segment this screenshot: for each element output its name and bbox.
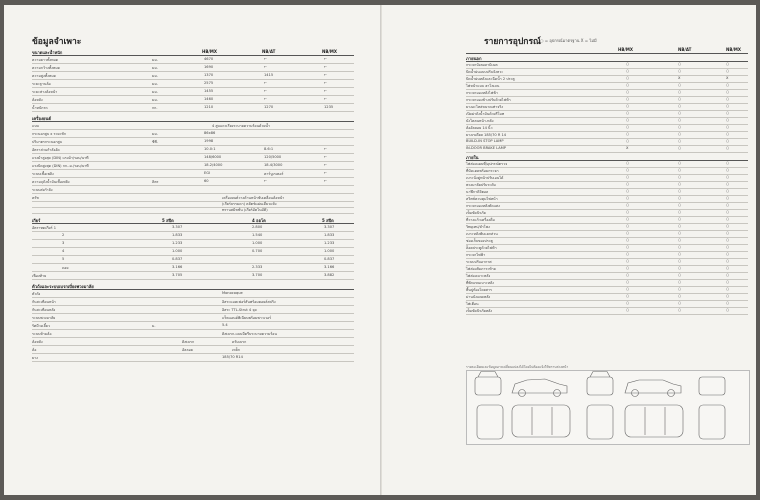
exterior-row-cell: ○ <box>626 139 630 143</box>
exterior-row-cell: ล้ออัลลอย 14 นิ้ว <box>466 126 493 130</box>
interior-row-cell: ○ <box>626 189 630 193</box>
dimension-row-cell: ← <box>324 97 328 101</box>
interior-row-cell: ○ <box>626 287 630 291</box>
interior-row-cell: นาฬิกาดิจิตอล <box>466 190 489 194</box>
dimension-row-cell: 1270 <box>264 105 274 109</box>
interior-row-cell: ○ <box>678 287 682 291</box>
gear-row-cell: 1.000 <box>252 241 263 245</box>
interior-row-cell: วิทยุเทป/ลำโพง <box>466 225 490 229</box>
interior-row-cell: ○ <box>626 168 630 172</box>
interior-row-cell: ○ <box>726 259 730 263</box>
interior-row-cell: ○ <box>678 252 682 256</box>
engine-row-cell: แรงม้าสูงสุด (DIN) แรงม้า/รอบ/นาที <box>32 156 89 160</box>
exterior-row-cell: ○ <box>626 125 630 129</box>
exterior-row-cell: ○ <box>726 111 730 115</box>
chassis-row-cell: กันสะเทือนหลัง <box>32 308 56 312</box>
interior-row-cell: ○ <box>678 280 682 284</box>
gear-row-cell: 5 <box>62 257 65 261</box>
dimension-row-cell: กก. <box>152 106 158 110</box>
dimension-row-cell: ความกว้างทั้งหมด <box>32 66 60 70</box>
interior-row-cell: ○ <box>626 210 630 214</box>
dimension-row-cell: ความสูงทั้งหมด <box>32 74 56 78</box>
chassis-row <box>32 353 354 362</box>
interior-row-cell: ○ <box>726 308 730 312</box>
interior-row-cell: ○ <box>678 189 682 193</box>
gear-row-cell: เฟืองท้าย <box>32 274 47 278</box>
exterior-row-cell: ○ <box>626 111 630 115</box>
interior-row-cell: ○ <box>726 273 730 277</box>
exterior-row-cell: ○ <box>678 118 682 122</box>
footnote: รายละเอียดและข้อมูลอาจเปลี่ยนแปลงได้โดยไม่ต้องแจ้งให้ทราบล่วงหน้า <box>466 365 569 369</box>
dimension-row-cell: ← <box>324 81 328 85</box>
exterior-row-cell: ○ <box>626 90 630 94</box>
exterior-row-cell: ○ <box>678 104 682 108</box>
dimension-row-cell: 1415 <box>264 73 274 77</box>
interior-row-cell: ○ <box>726 182 730 186</box>
dimension-row-cell: ← <box>264 65 268 69</box>
interior-row-cell: ○ <box>678 266 682 270</box>
dimension-header-cell: NB/AT <box>262 49 276 54</box>
dimension-row-cell: 1235 <box>324 105 334 109</box>
dimension-row-cell: ← <box>264 89 268 93</box>
chassis-row-cell: 5.4 <box>222 323 228 327</box>
exterior-row-cell: ○ <box>678 125 682 129</box>
chassis-row-cell: 185/70 R14 <box>222 355 243 359</box>
chassis-header-cell: ตัวถังและระบบเบรกเบี่ยงพวงมาลัย <box>32 284 94 289</box>
interior-row-cell: ○ <box>726 280 730 284</box>
interior-row-cell: ระบบปรับอากาศ <box>466 260 492 264</box>
drive-row-cell: เครื่องยนต์วางด้านหน้าขับเคลื่อนล้อหน้า <box>222 196 285 200</box>
interior-row-cell: ○ <box>626 217 630 221</box>
interior-row-cell: ○ <box>726 161 730 165</box>
interior-row-cell: ○ <box>678 182 682 186</box>
engine-row-cell: แบบ <box>32 124 39 128</box>
equipment-header-cell: HB/MX <box>618 47 633 52</box>
gear-row-cell: 1.233 <box>324 241 335 245</box>
gear-header-cell: เกียร์ <box>32 218 41 223</box>
dimension-row-cell: มม. <box>152 74 158 78</box>
gear-row-cell: 0.837 <box>324 257 335 261</box>
interior-row-cell: ○ <box>726 168 730 172</box>
interior-row-cell: ○ <box>726 301 730 305</box>
chassis-row-cell: ดิสเบรก-แบบมีครีบระบายความร้อน <box>222 332 277 336</box>
gear-row-cell: 3 <box>62 241 65 245</box>
interior-row-cell: กระจกไฟฟ้า <box>466 253 486 257</box>
interior-row-cell: ○ <box>678 217 682 221</box>
dimension-row-cell: ← <box>324 73 328 77</box>
engine-row-cell: คาร์บูเรเตอร์ <box>264 172 284 176</box>
dimension-row-cell: ← <box>324 57 328 61</box>
interior-row-cell: ○ <box>726 196 730 200</box>
equipment-table <box>466 45 748 375</box>
engine-row-cell: 4 สูบแถวเรียงระบายความร้อนด้วยน้ำ <box>212 124 270 128</box>
exterior-row-cell: ○ <box>626 104 630 108</box>
exterior-row-cell: ○ <box>626 69 630 73</box>
interior-row-cell: ○ <box>678 175 682 179</box>
gear-row-cell: 4 <box>62 249 65 253</box>
interior-row-cell: ○ <box>626 259 630 263</box>
exterior-row-cell: ○ <box>626 83 630 87</box>
exterior-row-cell: ○ <box>726 104 730 108</box>
gear-row-cell: อัตราทดเกียร์ 1 <box>32 226 57 230</box>
exterior-row-cell: ○ <box>726 90 730 94</box>
engine-row-cell: ปริมาตรกระบอกสูบ <box>32 140 62 144</box>
dimension-header-cell: NB/MX <box>322 49 337 54</box>
gear-row-cell: 3.882 <box>324 273 335 277</box>
gear-row-cell: 3.705 <box>172 273 183 277</box>
chassis-row-cell: ดิสเบรก <box>182 340 195 344</box>
chassis-row-cell: อิสระแมคเฟอร์สันพร้อมคอยล์สปริง <box>222 300 276 304</box>
chassis-row-cell: ตัวถัง <box>32 292 41 296</box>
chassis-row-cell: อัลลอย <box>182 348 193 352</box>
exterior-row-cell: ○ <box>626 62 630 66</box>
drive-row-cell: (เกียร์ธรรมดา) คลัตช์แผ่นเดี่ยวแห้ง <box>222 202 277 206</box>
exterior-row-cell: ○ <box>678 90 682 94</box>
interior-row-cell: ○ <box>626 280 630 284</box>
dimension-row-cell: 1210 <box>204 105 214 109</box>
interior-row-cell: ○ <box>678 238 682 242</box>
exterior-row-cell: X <box>626 146 629 150</box>
dimension-row-cell: ← <box>324 65 328 69</box>
engine-row-cell: 86x86 <box>204 131 216 135</box>
engine-row-cell: 10.0:1 <box>204 147 216 151</box>
interior-row-cell: ○ <box>626 161 630 165</box>
exterior-row-cell: ปัดน้ำฝนหลังและฉีดน้ำ 2 ประตู <box>466 77 515 81</box>
chassis-row-cell: ล้อหลัง <box>32 340 43 344</box>
exterior-row-cell: ○ <box>678 132 682 136</box>
engine-row-cell: ซีซี. <box>152 140 159 144</box>
chassis-row-cell: ระบบห้ามล้อ <box>32 332 52 336</box>
dimension-row-cell: มม. <box>152 66 158 70</box>
interior-row-cell: ○ <box>678 301 682 305</box>
interior-row-cell: ○ <box>626 308 630 312</box>
interior-row-cell: ○ <box>678 231 682 235</box>
interior-row-cell: ที่วางแก้วเครื่องดื่ม <box>466 218 495 222</box>
exterior-row-cell: ○ <box>678 139 682 143</box>
engine-row-cell: อัตราส่วนกำลังอัด <box>32 148 60 152</box>
exterior-row-cell: ○ <box>726 83 730 87</box>
gear-row-cell: 3.307 <box>324 225 335 229</box>
gear-row-cell: 0.837 <box>172 257 183 261</box>
exterior-row-cell: ○ <box>626 132 630 136</box>
interior-row-cell: ไฟเตือน <box>466 302 479 306</box>
interior-row-cell: ○ <box>626 266 630 270</box>
chassis-row-cell: เหล็ก <box>232 348 240 352</box>
exterior-row-cell: ○ <box>726 132 730 136</box>
engine-row-cell: 18.4/3000 <box>264 163 283 167</box>
interior-row-cell: ○ <box>678 196 682 200</box>
dimension-row-cell: มม. <box>152 90 158 94</box>
interior-row-cell: ○ <box>726 203 730 207</box>
exterior-row-cell: ○ <box>626 118 630 122</box>
interior-row-cell: ○ <box>678 273 682 277</box>
gear-row-cell: 1.000 <box>172 249 183 253</box>
drive-row-cell: ครัช <box>32 196 39 200</box>
dimension-row-cell: 1455 <box>204 89 214 93</box>
interior-row-cell: ○ <box>726 210 730 214</box>
exterior-row-cell: ○ <box>678 62 682 66</box>
chassis-row-cell: แร็คแอนด์พิเนียนพร้อมพาวเวอร์ <box>222 316 272 320</box>
exterior-row-cell: ○ <box>726 139 730 143</box>
interior-row-cell: ○ <box>678 210 682 214</box>
chassis-row-cell: ยาง <box>32 356 38 360</box>
engine-row-cell: มม. <box>152 132 158 136</box>
exterior-row-cell: ○ <box>726 118 730 122</box>
engine-row-cell: 1998 <box>204 139 214 143</box>
exterior-row-cell: X <box>678 76 681 80</box>
interior-row-cell: เบาะหลังพับแยกส่วน <box>466 232 498 236</box>
equipment-legend: ○ = อุปกรณ์มาตรฐาน X = ไม่มี <box>540 38 597 43</box>
gear-row-cell: ถอย <box>62 266 69 270</box>
dimension-row <box>32 103 354 112</box>
exterior-row-cell: ○ <box>678 83 682 87</box>
exterior-row-cell: กระจกบังลมลามิเนต <box>466 63 498 67</box>
exterior-row-cell: ○ <box>726 97 730 101</box>
exterior-row-cell: ○ <box>726 125 730 129</box>
interior-row-cell: ล็อคประตูด้วยไฟฟ้า <box>466 246 497 250</box>
interior-row-cell: ไฟส่องเบาะหลัง <box>466 274 491 278</box>
gear-row-cell: 3.166 <box>324 265 335 269</box>
dimension-row-cell: 1370 <box>204 73 214 77</box>
interior-row-cell: ที่บังแดดพร้อมกระจก <box>466 169 499 173</box>
gear-row-cell: 1.540 <box>252 233 263 237</box>
chassis-row-cell: ล้อ <box>32 348 37 352</box>
interior-row-cell: ○ <box>678 168 682 172</box>
engine-row-cell: 8.6:1 <box>264 147 274 151</box>
dimension-header-cell: ขนาดและน้ำหนัก <box>32 50 63 55</box>
interior-row-cell: ○ <box>626 182 630 186</box>
exterior-row-cell: ○ <box>678 69 682 73</box>
interior-row-cell: ○ <box>626 301 630 305</box>
exterior-row-cell: X <box>726 76 729 80</box>
interior-row-cell: ○ <box>726 238 730 242</box>
engine-row-cell: EGI <box>204 171 211 175</box>
interior-row-cell: ที่พักแขนเบาะหลัง <box>466 281 494 285</box>
engine-row-cell: ระบบเชื้อเพลิง <box>32 172 54 176</box>
exterior-row-cell: ยางอะไหล่ขนาดเท่าจริง <box>466 105 504 109</box>
interior-row-cell: ม่านบังแดดหลัง <box>466 295 491 299</box>
chassis-row-cell: Monocoque <box>222 291 243 295</box>
interior-row-cell: ○ <box>626 224 630 228</box>
interior-row-cell: ○ <box>678 203 682 207</box>
interior-row-cell: ○ <box>726 252 730 256</box>
gear-row-cell: 2.800 <box>252 225 263 229</box>
engine-row-cell: ระบบส่งกำลัง <box>32 188 53 192</box>
dimension-row-cell: มม. <box>152 98 158 102</box>
interior-row-cell: เข็มขัดนิรภัยหลัง <box>466 309 493 313</box>
exterior-row-cell: BUILD-IN STOP LAMP <box>466 139 504 143</box>
engine-row-cell: ← <box>324 155 328 159</box>
interior-row-cell: ○ <box>678 224 682 228</box>
dimension-row-cell: มม. <box>152 58 158 62</box>
dimension-row-cell: ระยะฐานล้อ <box>32 82 51 86</box>
engine-row-cell: ← <box>324 179 328 183</box>
chassis-row-cell: ระบบพวงมาลัย <box>32 316 56 320</box>
gear-row-cell: 3.307 <box>172 225 183 229</box>
interior-row-cell: ○ <box>726 245 730 249</box>
drive-row <box>32 205 354 214</box>
engine-row-cell: ← <box>264 179 268 183</box>
engine-row-cell: 18.2/4000 <box>204 163 223 167</box>
interior-row-cell: ช่องเก็บของประตู <box>466 239 493 243</box>
interior-row-cell: ○ <box>626 238 630 242</box>
exterior-row-cell: ไฟหน้าแบบ ฮาโลเจน <box>466 84 500 88</box>
vehicle-dimension-diagram <box>466 370 750 445</box>
exterior-row-cell: ○ <box>626 97 630 101</box>
equipment-header-cell: NB/AT <box>678 47 692 52</box>
interior-row-cell: ○ <box>626 231 630 235</box>
interior-row-cell: ○ <box>626 294 630 298</box>
interior-row-cell: ไฟส่องแผนที่/อุปกรณ์ตรวจ <box>466 162 508 166</box>
gear-row-cell: 3.700 <box>252 273 263 277</box>
gear-header-cell: 5 สปีด <box>322 218 334 223</box>
exterior-row-cell: ○ <box>726 146 730 150</box>
chassis-row-cell: ดรัมเบรก <box>232 340 247 344</box>
engine-row-cell: ← <box>324 163 328 167</box>
dimension-row-cell: ← <box>264 97 268 101</box>
interior-row-cell: ○ <box>626 203 630 207</box>
gear-row-cell: 1.833 <box>172 233 183 237</box>
engine-row-cell: 120/5000 <box>264 155 282 159</box>
dimension-row-cell: ← <box>324 89 328 93</box>
chassis-row-cell: กันสะเทือนหน้า <box>32 300 56 304</box>
engine-row-cell: 148/6000 <box>204 155 222 159</box>
dimension-row-cell: น้ำหนักรถ <box>32 106 48 110</box>
brochure-spread <box>4 5 756 495</box>
equipment-page <box>382 5 756 495</box>
exterior-row-cell: กระจกมองหลังไฟฟ้า <box>466 91 498 95</box>
exterior-row-cell: ○ <box>678 111 682 115</box>
dimension-row-cell: มม. <box>152 82 158 86</box>
exterior-row-cell: ยางเรเดียล 185/70 R 14 <box>466 133 507 137</box>
interior-header-cell: ภายใน <box>466 155 479 160</box>
interior-row-cell: กระจกมองหลังตัดแสง <box>466 204 500 208</box>
interior-row-cell: เข็มขัดนิรภัย <box>466 211 486 215</box>
exterior-row-cell: บังโคลนหน้า-หลัง <box>466 119 494 123</box>
gear-row-cell: 3.166 <box>172 265 183 269</box>
dimension-row-cell: 4670 <box>204 57 214 61</box>
engine-header-cell: เครื่องยนต์ <box>32 116 52 121</box>
interior-row-cell: ○ <box>678 308 682 312</box>
exterior-header-cell: ภายนอก <box>466 56 482 61</box>
interior-row-cell: ○ <box>726 189 730 193</box>
interior-row-cell: สวิตช์ควบคุมไฟหน้า <box>466 197 498 201</box>
engine-row-cell: ลิตร <box>152 180 159 184</box>
gear-row-cell: 2 <box>62 233 65 237</box>
interior-row-cell: ○ <box>726 266 730 270</box>
interior-row-cell: ○ <box>626 175 630 179</box>
interior-row-cell: ○ <box>678 294 682 298</box>
dimension-row-cell: 1690 <box>204 65 214 69</box>
interior-row-cell: ○ <box>726 175 730 179</box>
interior-row-cell: ○ <box>678 259 682 263</box>
exterior-row-cell: เปิดฝาถังน้ำมันด้วยรีโมท <box>466 112 505 116</box>
gear-header-cell: 5 สปีด <box>162 218 174 223</box>
chassis-row-cell: ม. <box>152 324 156 328</box>
gear-header-cell: 4 ออโต <box>252 218 266 223</box>
exterior-row-cell: IN-DOOR BRAKE LAMP <box>466 146 506 150</box>
interior-row-cell: ○ <box>626 252 630 256</box>
gear-row-cell: 1.233 <box>172 241 183 245</box>
dimension-row-cell: ระยะห่างล้อหน้า <box>32 90 58 94</box>
interior-row-cell: ○ <box>726 294 730 298</box>
dimension-header-cell: HB/MX <box>202 49 217 54</box>
equipment-header-cell: NB/MX <box>726 47 741 52</box>
dimension-row-cell: ← <box>264 81 268 85</box>
gear-row-cell: 2.333 <box>252 265 263 269</box>
engine-row-cell: กระบอกสูบ x ระยะชัก <box>32 132 67 136</box>
interior-row-cell: เบาะนั่งคู่หน้าปรับเอนได้ <box>466 176 504 180</box>
dimension-row-cell: ความยาวทั้งหมด <box>32 58 59 62</box>
engine-row-cell: 60 <box>204 179 209 183</box>
interior-row-cell: ○ <box>626 245 630 249</box>
interior-row-cell: ○ <box>726 224 730 228</box>
dimension-row-cell: 2575 <box>204 81 214 85</box>
exterior-row-cell: ○ <box>726 69 730 73</box>
interior-row <box>466 306 748 315</box>
exterior-row-cell: ○ <box>678 97 682 101</box>
exterior-row-cell: ○ <box>726 62 730 66</box>
specifications-table <box>32 47 354 487</box>
gear-row-cell: 0.700 <box>252 249 263 253</box>
interior-row-cell: ○ <box>726 217 730 221</box>
engine-row-cell: ← <box>324 147 328 151</box>
chassis-row-cell: อิสระ TTL-Strut 4 จุด <box>222 308 257 312</box>
gear-row-cell: 1.000 <box>324 249 335 253</box>
interior-row-cell: ○ <box>626 196 630 200</box>
interior-row-cell: พื้นปูห้องโดยสาร <box>466 288 492 292</box>
engine-row-cell: แรงบิดสูงสุด (DIN) กก.-ม./รอบ/นาที <box>32 164 89 168</box>
interior-row-cell: ○ <box>726 231 730 235</box>
specifications-page <box>4 5 380 495</box>
interior-row-cell: ○ <box>678 245 682 249</box>
gear-row-cell: 1.833 <box>324 233 335 237</box>
interior-row-cell: พวงมาลัยปรับระดับ <box>466 183 496 187</box>
dimension-row-cell: ← <box>264 57 268 61</box>
gear-row <box>32 271 354 280</box>
interior-row-cell: ○ <box>726 287 730 291</box>
interior-row-cell: ○ <box>626 273 630 277</box>
engine-row-cell: ← <box>324 171 328 175</box>
dimension-row-cell: 1460 <box>204 97 214 101</box>
equipment-title: รายการอุปกรณ์ <box>484 37 541 47</box>
dimension-row-cell: ล้อหลัง <box>32 98 43 102</box>
drive-row-cell: ทรานสมิชชั่น (เกียร์อัตโนมัติ) <box>222 208 268 212</box>
exterior-row-cell: กระจกมองข้างปรับด้วยไฟฟ้า <box>466 98 511 102</box>
exterior-row-cell: ○ <box>626 76 630 80</box>
interior-row-cell: ไฟส่องสัมภาระท้าย <box>466 267 496 271</box>
exterior-row-cell: ปัดน้ำฝนแบบปรับจังหวะ <box>466 70 504 74</box>
engine-row-cell: ความจุถังน้ำมันเชื้อเพลิง <box>32 180 70 184</box>
exterior-row-cell: ○ <box>678 146 682 150</box>
specifications-title: ข้อมูลจำเพาะ <box>32 37 82 47</box>
interior-row-cell: ○ <box>678 161 682 165</box>
chassis-row-cell: รัศมีวงเลี้ยว <box>32 324 50 328</box>
